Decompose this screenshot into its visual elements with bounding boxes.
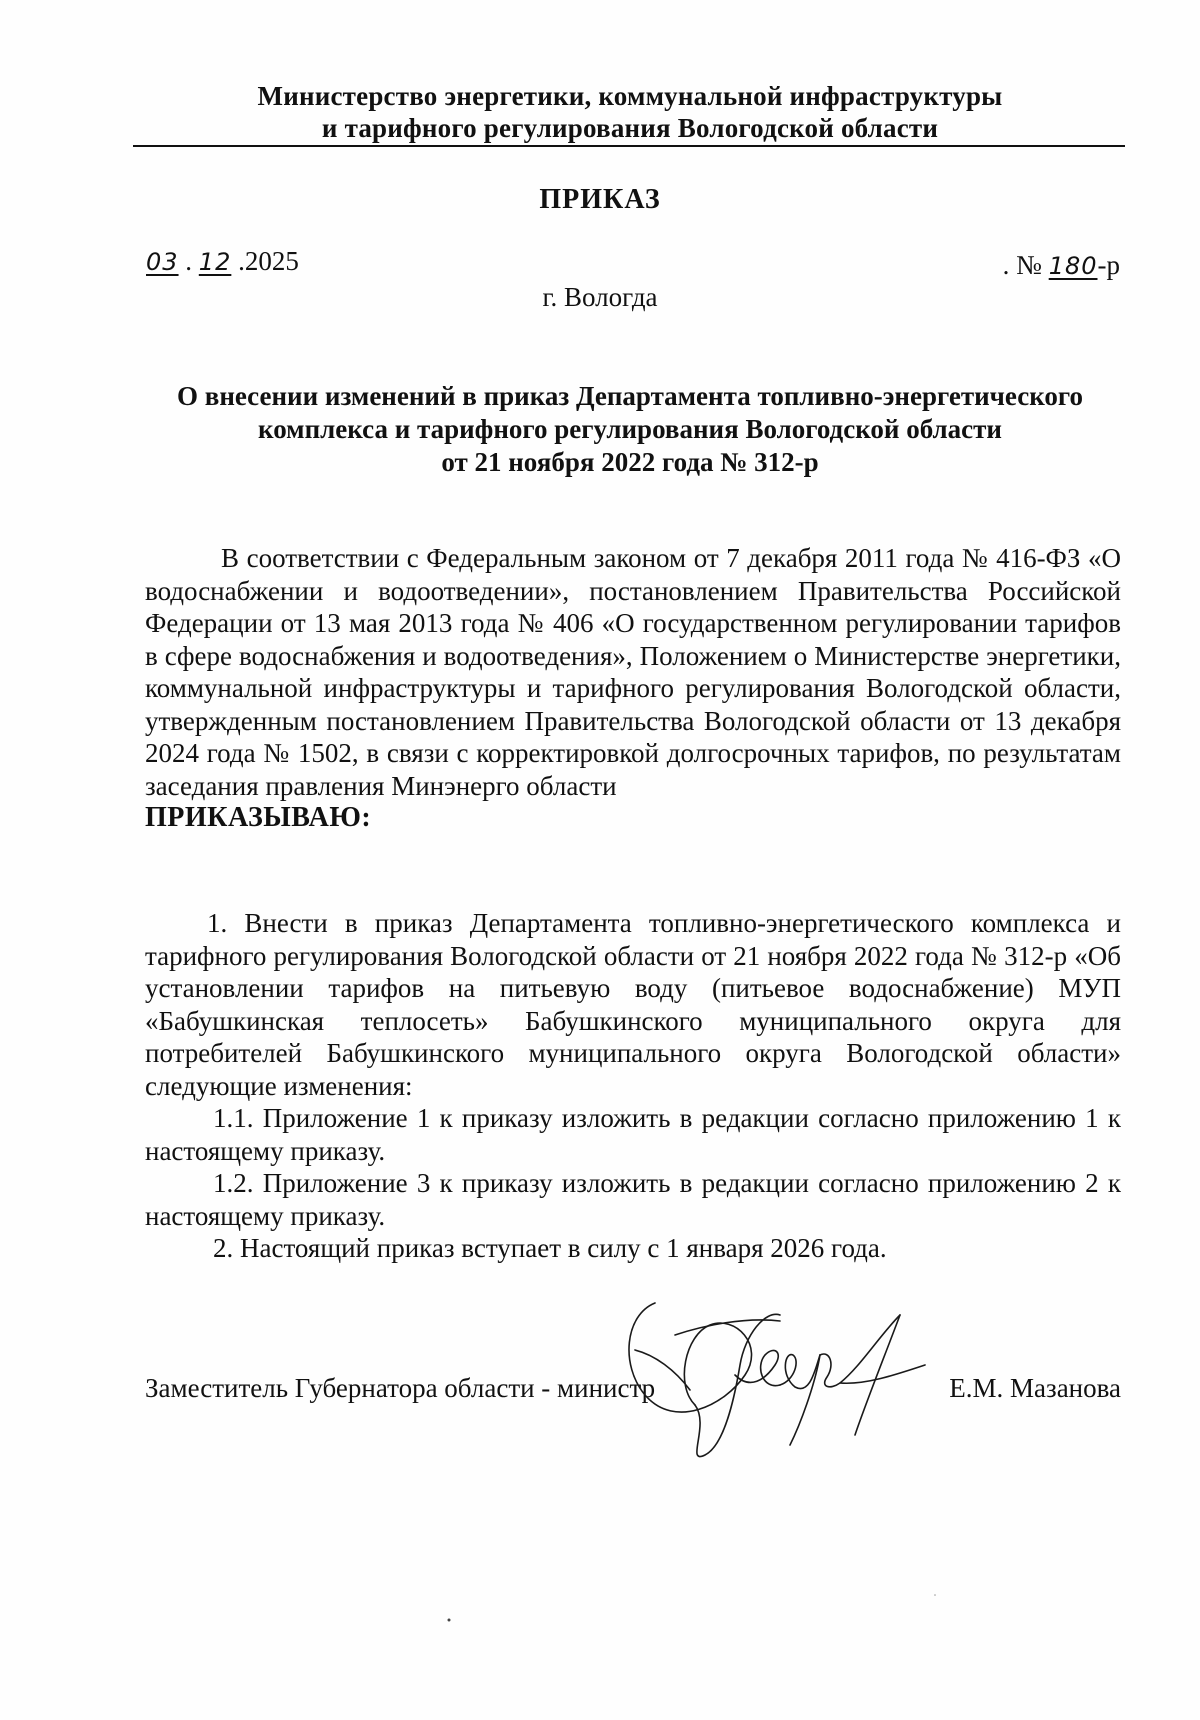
order-item-1-2: 1.2. Приложение 3 к приказу изложить в редакции согласно приложению 2 к настоящему приказу. xyxy=(145,1168,1121,1231)
city: г. Вологда xyxy=(542,282,658,312)
number-prefix: . № xyxy=(1002,250,1042,280)
order-item-1: 1. Внести в приказ Департамента топливно-энергетического комплекса и тарифного регулирования Вологодской области от 21 ноября 2022 года № 312-р «Об установлении тарифов на питьевую воду (питьевое водоснабжение) МУП «Бабушкинская теплосеть» Бабушкинского муниципального округа для потребителей Бабушкинского муниципального округа Вологодской области» следующие изменения: xyxy=(145,908,1121,1101)
document-type-title: ПРИКАЗ xyxy=(539,184,661,215)
order-number xyxy=(1003,250,1120,281)
signatory-name: Е.М. Мазанова xyxy=(949,1373,1121,1403)
ministry-name xyxy=(130,80,1130,144)
order-item-1-1: 1.1. Приложение 1 к приказу изложить в редакции согласно приложению 1 к настоящему приказу. xyxy=(145,1103,1121,1166)
header-rule xyxy=(133,145,1125,147)
ministry-name-line-1: Министерство энергетики, коммунальной инфраструктуры xyxy=(257,81,1003,111)
signatory-position: Заместитель Губернатора области - министр xyxy=(145,1373,656,1403)
number-handwritten: 180 xyxy=(1048,252,1098,280)
order-items xyxy=(145,907,1121,1265)
handwritten-signature xyxy=(615,1295,935,1470)
order-heading xyxy=(130,380,1130,479)
order-item-2: 2. Настоящий приказ вступает в силу с 1 января 2026 года. xyxy=(213,1233,887,1263)
preamble-text: В соответствии с Федеральным законом от 7 декабря 2011 года № 416-ФЗ «О водоснабжении и водоотведении», постановлением Правительства Российской Федерации от 13 мая 2013 года № 406 «О государственном регулировании тарифов в сфере водоснабжения и водоотведения», Положением о Министерстве энергетики, коммунальной инфраструктуры и тарифного регулирования Вологодской области, утвержденным постановлением Правительства Вологодской области от 13 декабря 2024 года № 1502, в связи с корректировкой долгосрочных тарифов, по результатам заседания правления Минэнерго области xyxy=(145,543,1121,801)
orders-word: ПРИКАЗЫВАЮ: xyxy=(145,802,372,833)
heading-line-3: от 21 ноября 2022 года № 312-р xyxy=(441,447,819,477)
date-day-handwritten: 03 xyxy=(146,248,179,276)
date-year: .2025 xyxy=(238,246,299,276)
preamble-block xyxy=(145,542,1121,835)
order-date: 03 . 12 .2025 xyxy=(146,246,299,276)
heading-line-1: О внесении изменений в приказ Департамента топливно-энергетического xyxy=(176,381,1083,411)
ministry-name-line-2: и тарифного регулирования Вологодской области xyxy=(321,113,939,143)
number-suffix: -р xyxy=(1097,250,1120,280)
date-month-handwritten: 12 xyxy=(198,248,232,276)
heading-line-2: комплекса и тарифного регулирования Вологодской области xyxy=(258,414,1002,444)
